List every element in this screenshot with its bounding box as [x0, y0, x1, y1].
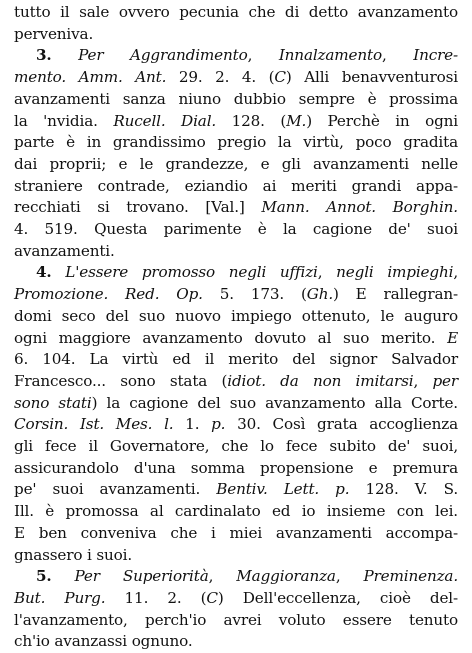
- text-line: [14, 111, 458, 133]
- text-line: [14, 566, 458, 588]
- text-segment: 128. V. S.: [349, 480, 458, 499]
- text-segment: ) Perchè in ogni: [306, 111, 458, 130]
- text-line: [14, 2, 458, 24]
- italic-text: Maggioranza: [236, 567, 336, 586]
- text-line: [14, 414, 458, 436]
- text-segment: 6. 104. La virtù ed il merito del signor Salvador: [14, 350, 458, 369]
- text-line: [14, 479, 458, 501]
- italic-text: Innalzamento: [278, 46, 382, 65]
- text-segment: gli fece il Governatore, che lo fece subito de' suoi,: [14, 437, 458, 456]
- italic-text: Bentiv. Lett.: [216, 480, 320, 499]
- text-segment: ,: [413, 371, 433, 390]
- entry-text: [14, 2, 458, 653]
- text-segment: ) Alli benavventurosi: [285, 68, 459, 87]
- text-segment: ,: [335, 567, 364, 586]
- italic-text: Per Superiorità: [51, 567, 209, 586]
- italic-text: sono stati: [14, 393, 92, 412]
- italic-text: C: [206, 588, 218, 607]
- text-line: [14, 306, 458, 328]
- text-line: [14, 24, 458, 46]
- text-segment: dai proprii; e le grandezze, e gli avanzamenti nelle: [14, 154, 458, 173]
- italic-text: per: [432, 371, 459, 390]
- italic-text: p.: [335, 480, 350, 499]
- sense-number: 4.: [36, 263, 52, 282]
- text-segment: 128. (: [216, 111, 287, 130]
- text-line: [14, 241, 458, 263]
- text-segment: la 'nvidia.: [14, 111, 114, 130]
- text-line: [14, 89, 458, 111]
- text-segment: avanzamenti.: [14, 241, 115, 260]
- sense-number: 5.: [36, 567, 52, 586]
- text-segment: tutto il sale ovvero pecunia che di detto avanzamento: [14, 3, 458, 21]
- italic-text: negli impieghi: [336, 263, 454, 282]
- text-line: [14, 45, 458, 67]
- text-segment: straniere contrade, eziandio ai meriti grandi appa-: [14, 176, 458, 195]
- italic-text: Gh.: [306, 285, 334, 304]
- italic-text: Mann. Annot. Borghin.: [261, 198, 458, 217]
- text-segment: [319, 480, 335, 498]
- text-line: [14, 262, 458, 284]
- text-segment: 1.: [173, 415, 212, 434]
- italic-text: idiot. da non imitarsi: [227, 371, 414, 390]
- text-line: [14, 501, 458, 523]
- text-segment: 4. 519. Questa parimente è la cagione de' suoi: [14, 220, 458, 239]
- text-line: [14, 154, 458, 176]
- text-segment: 11. 2. (: [105, 588, 207, 607]
- text-segment: E ben conveniva che i miei avanzamenti accompa-: [14, 523, 458, 542]
- text-segment: 5. 173. (: [202, 285, 307, 304]
- text-line: [14, 67, 458, 89]
- text-segment: parte è in grandissimo pregio la virtù, poco gradita: [14, 133, 458, 152]
- text-segment: 29. 2. 4. (: [166, 68, 275, 87]
- text-line: [14, 132, 458, 154]
- text-segment: ,: [317, 263, 337, 282]
- text-line: [14, 328, 458, 350]
- italic-text: Promozione. Red. Op.: [14, 285, 203, 304]
- italic-text: Preminenza.: [363, 567, 459, 586]
- text-segment: avanzamenti sanza niuno dubbio sempre è prossima: [14, 89, 458, 108]
- italic-text: But. Purg.: [14, 588, 106, 607]
- text-segment: ,: [208, 567, 237, 586]
- text-segment: Ill. è promossa al cardinalato ed io insieme con lei.: [14, 502, 458, 521]
- italic-text: p.: [211, 415, 226, 434]
- text-line: [14, 436, 458, 458]
- text-line: [14, 197, 458, 219]
- text-line: [14, 588, 458, 610]
- text-segment: assicurandolo d'una somma propensione e premura: [14, 458, 458, 477]
- text-line: [14, 349, 458, 371]
- italic-text: mento. Amm. Ant.: [14, 68, 167, 87]
- text-line: [14, 176, 458, 198]
- text-segment: ogni maggiore avanzamento dovuto al suo merito.: [14, 328, 448, 347]
- text-segment: Francesco... sono stata (: [14, 371, 228, 390]
- sense-number: 3.: [36, 46, 52, 65]
- italic-text: M.: [286, 111, 307, 130]
- text-line: [14, 393, 458, 415]
- text-segment: perveniva.: [14, 24, 94, 43]
- italic-text: Corsin. Ist. Mes. l.: [14, 415, 174, 434]
- text-segment: pe' suoi avanzamenti.: [14, 480, 217, 499]
- italic-text: Per Aggrandimento: [51, 46, 248, 65]
- text-line: [14, 371, 458, 393]
- text-segment: ,: [381, 46, 414, 65]
- text-segment: domi seco del suo nuovo impiego ottenuto, le auguro: [14, 306, 458, 325]
- italic-text: Rucell. Dial.: [113, 111, 217, 130]
- text-segment: l'avanzamento, perch'io avrei voluto essere tenuto: [14, 610, 458, 629]
- text-line: [14, 631, 458, 653]
- text-segment: ,: [247, 46, 279, 65]
- text-line: [14, 458, 458, 480]
- italic-text: C: [274, 68, 286, 87]
- text-line: [14, 523, 458, 545]
- text-segment: ,: [453, 263, 458, 282]
- text-line: [14, 545, 458, 567]
- text-line: [14, 219, 458, 241]
- italic-text: Incre-: [413, 46, 459, 65]
- text-segment: ) la cagione del suo avanzamento alla Corte.: [91, 393, 458, 412]
- text-line: [14, 610, 458, 632]
- text-segment: 30. Così grata accoglienza: [225, 415, 459, 434]
- text-segment: gnassero i suoi.: [14, 545, 133, 564]
- italic-text: E: [447, 328, 458, 347]
- text-segment: ch'io avanzassi ognuno.: [14, 632, 193, 651]
- italic-text: L'essere promosso negli uffizi: [51, 263, 318, 282]
- text-line: [14, 284, 458, 306]
- text-segment: recchiati si trovano. [Val.]: [14, 198, 262, 217]
- text-segment: ) E rallegran-: [333, 285, 458, 304]
- text-segment: ) Dell'eccellenza, cioè del-: [217, 588, 458, 607]
